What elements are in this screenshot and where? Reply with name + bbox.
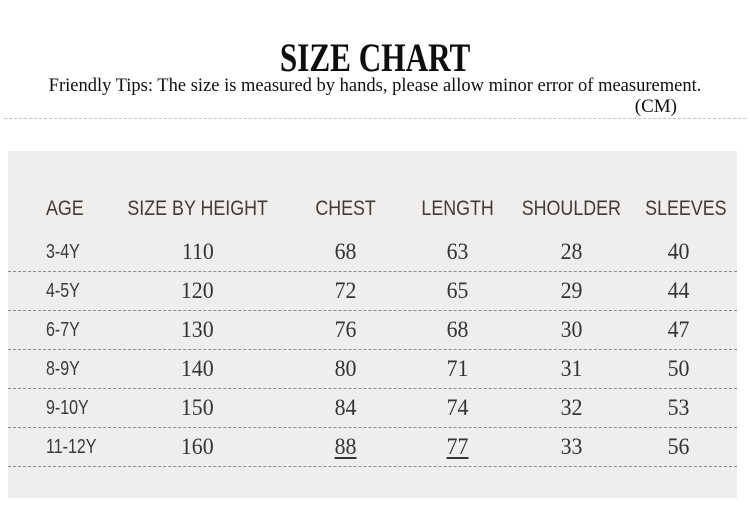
- cell-sleeves: 47: [667, 317, 690, 342]
- friendly-tips-text: Friendly Tips: The size is measured by hands, please allow minor error of measurement.: [48, 76, 702, 96]
- table-row: [8, 350, 737, 389]
- cell-chest: 84: [334, 395, 357, 420]
- page-title: [0, 35, 750, 80]
- column-header-shoulder: SHOULDER: [521, 197, 622, 220]
- cell-shoulder: 29: [560, 278, 583, 303]
- cell-height: 110: [181, 239, 214, 264]
- cell-age: 6-7Y: [46, 318, 80, 341]
- cell-length: 63: [446, 239, 469, 264]
- cell-length: 65: [446, 278, 469, 303]
- cell-length: 68: [446, 317, 469, 342]
- cell-sleeves: 50: [667, 356, 690, 381]
- cell-shoulder: 30: [560, 317, 583, 342]
- cell-height: 120: [181, 278, 214, 303]
- column-header-age: AGE: [46, 197, 84, 220]
- column-header-chest: CHEST: [315, 197, 376, 220]
- cell-length: 71: [446, 356, 469, 381]
- cell-height: 160: [181, 434, 214, 459]
- cell-age: 11-12Y: [46, 435, 97, 458]
- cell-shoulder: 32: [560, 395, 583, 420]
- panel-bottom-spacer: [8, 467, 737, 497]
- cell-shoulder: 33: [560, 434, 583, 459]
- cell-length: 77: [446, 434, 469, 459]
- table-row: [8, 428, 737, 467]
- table-row: [8, 272, 737, 311]
- table-row: [8, 311, 737, 350]
- table-row: [8, 389, 737, 428]
- cell-length: 74: [446, 395, 469, 420]
- table-header-row: [8, 151, 737, 233]
- cell-age: 4-5Y: [46, 279, 80, 302]
- size-table: [8, 151, 737, 498]
- cell-shoulder: 28: [560, 239, 583, 264]
- cell-sleeves: 56: [667, 434, 690, 459]
- cell-age: 3-4Y: [46, 240, 80, 263]
- cell-chest: 72: [334, 278, 357, 303]
- cell-sleeves: 44: [667, 278, 690, 303]
- cell-chest: 68: [334, 239, 357, 264]
- column-header-length: LENGTH: [421, 197, 494, 220]
- cell-height: 140: [181, 356, 214, 381]
- cell-chest: 88: [334, 434, 357, 459]
- cell-chest: 80: [334, 356, 357, 381]
- cell-sleeves: 53: [667, 395, 690, 420]
- cell-height: 150: [181, 395, 214, 420]
- separator-dashed-line: [4, 118, 746, 119]
- cell-height: 130: [181, 317, 214, 342]
- cell-shoulder: 31: [560, 356, 583, 381]
- column-header-sleeves: SLEEVES: [644, 197, 727, 220]
- table-row: [8, 233, 737, 272]
- page-title-text: SIZE CHART: [279, 35, 471, 80]
- column-header-size-by-height: SIZE BY HEIGHT: [127, 197, 268, 220]
- cell-sleeves: 40: [667, 239, 690, 264]
- cell-chest: 76: [334, 317, 357, 342]
- cell-age: 9-10Y: [46, 396, 89, 419]
- unit-label: (CM): [634, 96, 677, 117]
- cell-age: 8-9Y: [46, 357, 80, 380]
